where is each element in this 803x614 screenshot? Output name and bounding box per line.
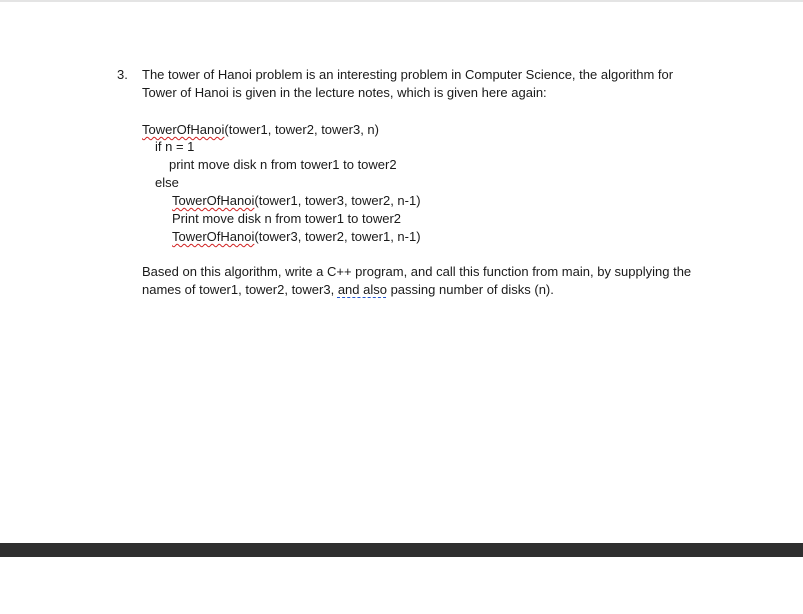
task-line-2-start: names of tower1, tower2, tower3, xyxy=(142,282,338,297)
call2-args: (tower3, tower2, tower1, n-1) xyxy=(254,229,421,244)
task-line-2-end: passing number of disks (n). xyxy=(386,282,554,297)
top-border xyxy=(0,0,803,2)
question-number: 3. xyxy=(117,67,128,82)
task-line-2 xyxy=(142,281,554,299)
task-line-1: Based on this algorithm, write a C++ program, and call this function from main, by supplying the xyxy=(142,264,692,279)
spell-flagged-word[interactable]: TowerOfHanoi xyxy=(172,193,255,208)
algorithm-recursive-call-2 xyxy=(172,228,421,246)
question-intro-line-1: The tower of Hanoi problem is an interesting problem in Computer Science, the algorithm for xyxy=(142,67,674,82)
algorithm-print-line: print move disk n from tower1 to tower2 xyxy=(169,157,397,172)
algorithm-signature xyxy=(142,121,379,139)
grammar-flagged-phrase[interactable]: and also xyxy=(337,282,387,297)
signature-args: (tower1, tower2, tower3, n) xyxy=(224,122,379,137)
algorithm-recursive-call-1 xyxy=(172,192,421,210)
question-intro-line-2: Tower of Hanoi is given in the lecture notes, which is given here again: xyxy=(142,85,547,100)
algorithm-if-line: if n = 1 xyxy=(155,139,195,154)
call1-args: (tower1, tower3, tower2, n-1) xyxy=(254,193,421,208)
page-bottom-bar xyxy=(0,543,803,557)
algorithm-else-line: else xyxy=(155,175,179,190)
algorithm-print-line-2: Print move disk n from tower1 to tower2 xyxy=(172,211,402,226)
spell-flagged-word[interactable]: TowerOfHanoi xyxy=(172,229,255,244)
spell-flagged-word[interactable]: TowerOfHanoi xyxy=(142,122,225,137)
